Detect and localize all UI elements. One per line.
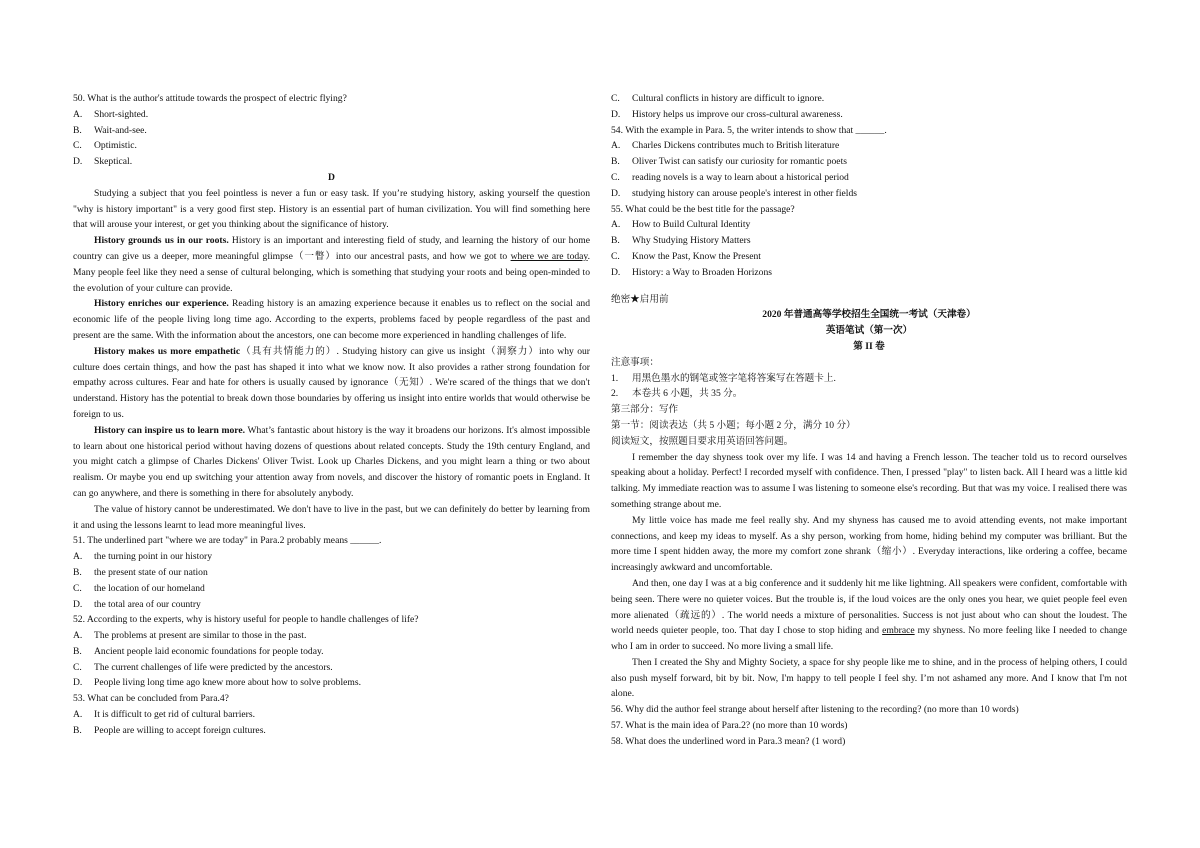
left-column — [73, 91, 590, 739]
exam-title: 2020 年普通高等学校招生全国统一考试（天津卷） — [762, 309, 976, 321]
part-heading: 第三部分：写作 — [611, 404, 679, 416]
reading-paragraph-1: I remember the day shyness took over my life. I was 14 and having a French lesson. The teacher told us to record ourselves speaking about a holiday. Perfect! I recorded myself with confidence. Then, I pressed "play" to listen back. All I heard was a little kid talking. My immediate reaction was to assume I was listening to someone else's recording. But that was my voice. I realised there was something strange about me. — [611, 451, 1127, 510]
note-item: 2. 本卷共 6 小题，共 35 分。 — [611, 388, 743, 400]
passage-d-heading: D — [328, 171, 335, 183]
passage-paragraph-2: History grounds us in our roots. History is an important and interesting field of study, and learning the history of our home country can give us a deeper, more meaningful glimpse（一瞥）into our ancestral pasts, and how we got to where we are today. Many people feel like they need a sense of cultural belonging, which is something that studying your roots and being open-minded to the evolution of your culture can provide. — [73, 235, 590, 294]
option: B. the present state of our nation — [73, 566, 208, 578]
option: A. It is difficult to get rid of cultural barriers. — [73, 709, 256, 721]
underlined-word: embrace — [882, 625, 915, 637]
option: A. Charles Dickens contributes much to British literature — [611, 140, 840, 152]
option: D. studying history can arouse people's interest in other fields — [611, 187, 857, 199]
confidential-mark: 绝密★启用前 — [611, 293, 669, 305]
option: C. The current challenges of life were predicted by the ancestors. — [73, 661, 333, 673]
option: D. History: a Way to Broaden Horizons — [611, 266, 772, 278]
right-column — [611, 91, 1127, 750]
question-55-stem: 55. What could be the best title for the passage? — [611, 203, 795, 215]
option: C. reading novels is a way to learn about a historical period — [611, 171, 849, 183]
option: A. The problems at present are similar to those in the past. — [73, 630, 307, 642]
exam-subtitle: 英语笔试（第一次） — [825, 325, 913, 337]
option: D. Skeptical. — [73, 156, 133, 168]
question-57: 57. What is the main idea of Para.2? (no more than 10 words) — [611, 720, 848, 732]
question-54-stem: 54. With the example in Para. 5, the writer intends to show that ______. — [611, 124, 887, 136]
note-item: 1. 用黑色墨水的钢笔或签字笔将答案写在答题卡上. — [611, 372, 836, 384]
question-56: 56. Why did the author feel strange about herself after listening to the recording? (no more than 10 words) — [611, 704, 1019, 716]
volume-heading: 第 II 卷 — [853, 340, 885, 352]
reading-paragraph-3: And then, one day I was at a big conference and it suddenly hit me like lightning. All speakers were confident, comfortable with being seen. There were no quieter voices. But the trouble is, if the loud voices are the only ones you hear, we quiet people feel even more alienated（疏远的）. The world needs a mixture of personalities. Success is not just about who can shout the loudest. The world needs quieter people, too. That day I chose to stop hiding and embrace my shyness. No more feeling like I needed to change who I am in order to succeed. No more living a small life. — [611, 577, 1127, 653]
section-heading: 第一节：阅读表达（共 5 小题；每小题 2 分，满分 10 分） — [611, 419, 856, 431]
question-52-stem: 52. According to the experts, why is history useful for people to handle challenges of life? — [73, 614, 419, 626]
question-51-stem: 51. The underlined part "where we are today" in Para.2 probably means ______. — [73, 535, 382, 547]
option: A. How to Build Cultural Identity — [611, 219, 751, 231]
option: A. Short-sighted. — [73, 108, 149, 120]
option: C. the location of our homeland — [73, 582, 205, 594]
option: B. Oliver Twist can satisfy our curiosity for romantic poets — [611, 156, 847, 168]
question-58: 58. What does the underlined word in Para.3 mean? (1 word) — [611, 735, 846, 747]
option: B. People are willing to accept foreign cultures. — [73, 724, 266, 736]
underlined-phrase: where we are today — [510, 250, 588, 262]
question-50-stem: 50. What is the author's attitude towards the prospect of electric flying? — [73, 93, 347, 104]
option: C. Cultural conflicts in history are difficult to ignore. — [611, 93, 825, 104]
option: C. Know the Past, Know the Present — [611, 250, 761, 262]
option: C. Optimistic. — [73, 140, 137, 152]
option: D. the total area of our country — [73, 598, 201, 610]
passage-paragraph-6: The value of history cannot be underestimated. We don't have to live in the past, but we can definitely do better by learning from it and using the lessons learnt to lead more meaningful lives. — [73, 503, 590, 531]
reading-paragraph-2: My little voice has made me feel really shy. And my shyness has caused me to avoid attending events, not make important connections, and keep my ideas to myself. As a shy person, working from home, hiding behind my computer was brilliant. But the more time I spent hidden away, the more my comfort zone shrank（缩小）. Everyday interactions, like ordering a coffee, became increasingly awkward and uncomfortable. — [611, 514, 1127, 574]
passage-paragraph-3: History enriches our experience. Reading history is an amazing experience because it enables us to reflect on the social and economic life of the people living long time ago. According to the experts, problems faced by people regardless of the past and present are the same. With the information about the ancestors, one can become more experienced in handling challenges of life. — [73, 298, 590, 341]
passage-paragraph-5: History can inspire us to learn more. What’s fantastic about history is the way it broadens our horizons. It's almost impossible to learn about one historical period without having dozens of questions about related concepts. Study the 19th century England, and you might catch a glimpse of Charles Dickens' Oliver Twist. Look up Charles Dickens, and you might learn a thing or two about realism. Or maybe you end up switching your attention away from novels, and discover the history of romantic poets in England. It can go anywhere, and there is something in there for absolutely anybody. — [73, 424, 590, 499]
reading-paragraph-4: Then I created the Shy and Mighty Society, a space for shy people like me to shine, and in the process of helping others, I could also push myself forward, bit by bit. Now, I'm happy to tell people I feel shy. I’m not ashamed any more. And I know that I'm not alone. — [611, 656, 1127, 700]
option: D. History helps us improve our cross-cultural awareness. — [611, 108, 843, 120]
option: B. Ancient people laid economic foundations for people today. — [73, 645, 324, 657]
instruction-text: 阅读短文，按照题目要求用英语回答问题。 — [611, 435, 794, 447]
option: A. the turning point in our history — [73, 551, 213, 563]
option: B. Why Studying History Matters — [611, 235, 751, 247]
notes-title: 注意事项： — [611, 356, 659, 368]
option: B. Wait-and-see. — [73, 124, 147, 136]
option: D. People living long time ago knew more about how to solve problems. — [73, 677, 361, 689]
passage-paragraph-1: Studying a subject that you feel pointless is never a fun or easy task. If you’re studying history, asking yourself the question "why is history important" is a very good first step. History is an essential part of human civilization. You will find something here that will arouse your interest, or get you thinking about the significance of history. — [73, 187, 590, 231]
passage-paragraph-4: History makes us more empathetic（具有共情能力的）. Studying history can give us insight（洞察力）into why our culture does certain things, and how the past has shaped it into what we know now. It also provides a rather strong foundation for empathy across cultures. Fear and hate for others is usually caused by ignorance（无知）. We're scared of the things that we don't understand. History has the potential to break down those boundaries by offering us insight into entire worlds that would otherwise be foreign to us. — [73, 345, 590, 420]
question-53-stem: 53. What can be concluded from Para.4? — [73, 693, 229, 705]
